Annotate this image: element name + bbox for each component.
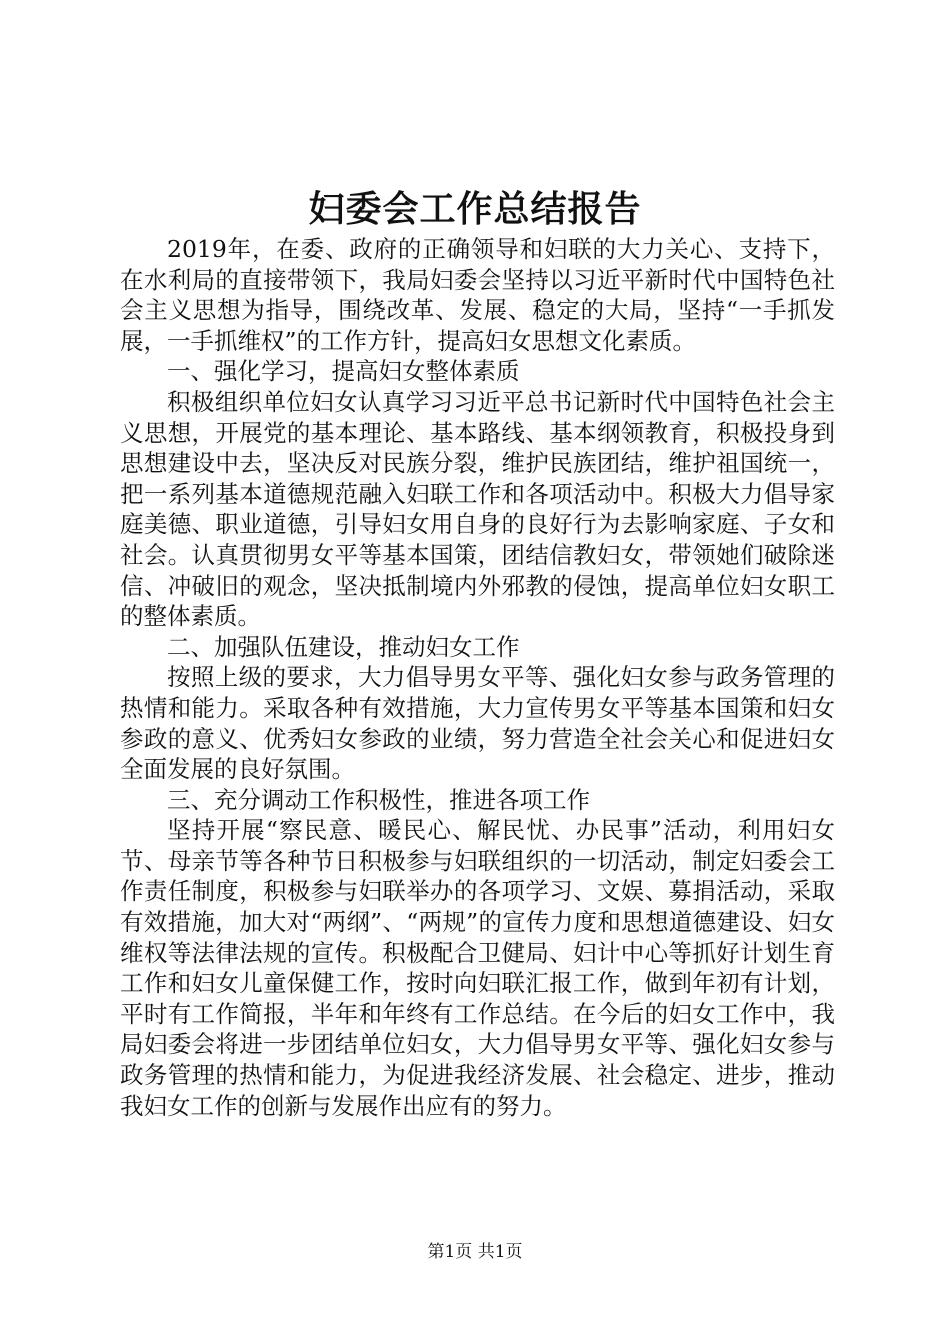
section-heading-3: 三、充分调动工作积极性，推进各项工作 [167, 785, 590, 814]
section-2-paragraph: 按照上级的要求，大力倡导男女平等、强化妇女参与政务管理的热情和能力。采取各种有效措施，大力宣传男女平等基本国策和妇女参政的意义、优秀妇女参政的业绩，努力营造全社会关心和促进妇女全面发展的良好氛围。 [120, 663, 835, 784]
section-heading-2: 二、加强队伍建设，推动妇女工作 [167, 632, 520, 661]
section-heading-1: 一、强化学习，提高妇女整体素质 [167, 357, 520, 386]
page-footer: 第1页 共1页 [427, 1242, 523, 1262]
intro-paragraph: 2019年，在委、政府的正确领导和妇联的大力关心、支持下，在水利局的直接带领下，我局妇委会坚持以习近平新时代中国特色社会主义思想为指导，围绕改革、发展、稳定的大局，坚持“一手抓发展，一手抓维权”的工作方针，提高妇女思想文化素质。 [120, 235, 835, 355]
section-1-paragraph: 积极组织单位妇女认真学习习近平总书记新时代中国特色社会主义思想，开展党的基本理论、基本路线、基本纲领教育，积极投身到思想建设中去，坚决反对民族分裂，维护民族团结，维护祖国统一，把一系列基本道德规范融入妇联工作和各项活动中。积极大力倡导家庭美德、职业道德，引导妇女用自身的良好行为去影响家庭、子女和社会。认真贯彻男女平等基本国策，团结信教妇女，带领她们破除迷信、冲破旧的观念，坚决抵制境内外邪教的侵蚀，提高单位妇女职工的整体素质。 [120, 387, 835, 631]
document-body [120, 234, 835, 1121]
section-3-paragraph: 坚持开展“察民意、暖民心、解民忧、办民事”活动，利用妇女节、母亲节等各种节日积极参与妇联组织的一切活动，制定妇委会工作责任制度，积极参与妇联举办的各项学习、文娱、募捐活动，采取有效措施，加大对“两纲”、“两规”的宣传力度和思想道德建设、妇女维权等法律法规的宣传。积极配合卫健局、妇计中心等抓好计划生育工作和妇女儿童保健工作，按时向妇联汇报工作，做到年初有计划，平时有工作简报，半年和年终有工作总结。在今后的妇女工作中，我局妇委会将进一步团结单位妇女，大力倡导男女平等、强化妇女参与政务管理的热情和能力，为促进我经济发展、社会稳定、进步，推动我妇女工作的创新与发展作出应有的努力。 [120, 816, 835, 1120]
document-title: 妇委会工作总结报告 [308, 188, 642, 230]
